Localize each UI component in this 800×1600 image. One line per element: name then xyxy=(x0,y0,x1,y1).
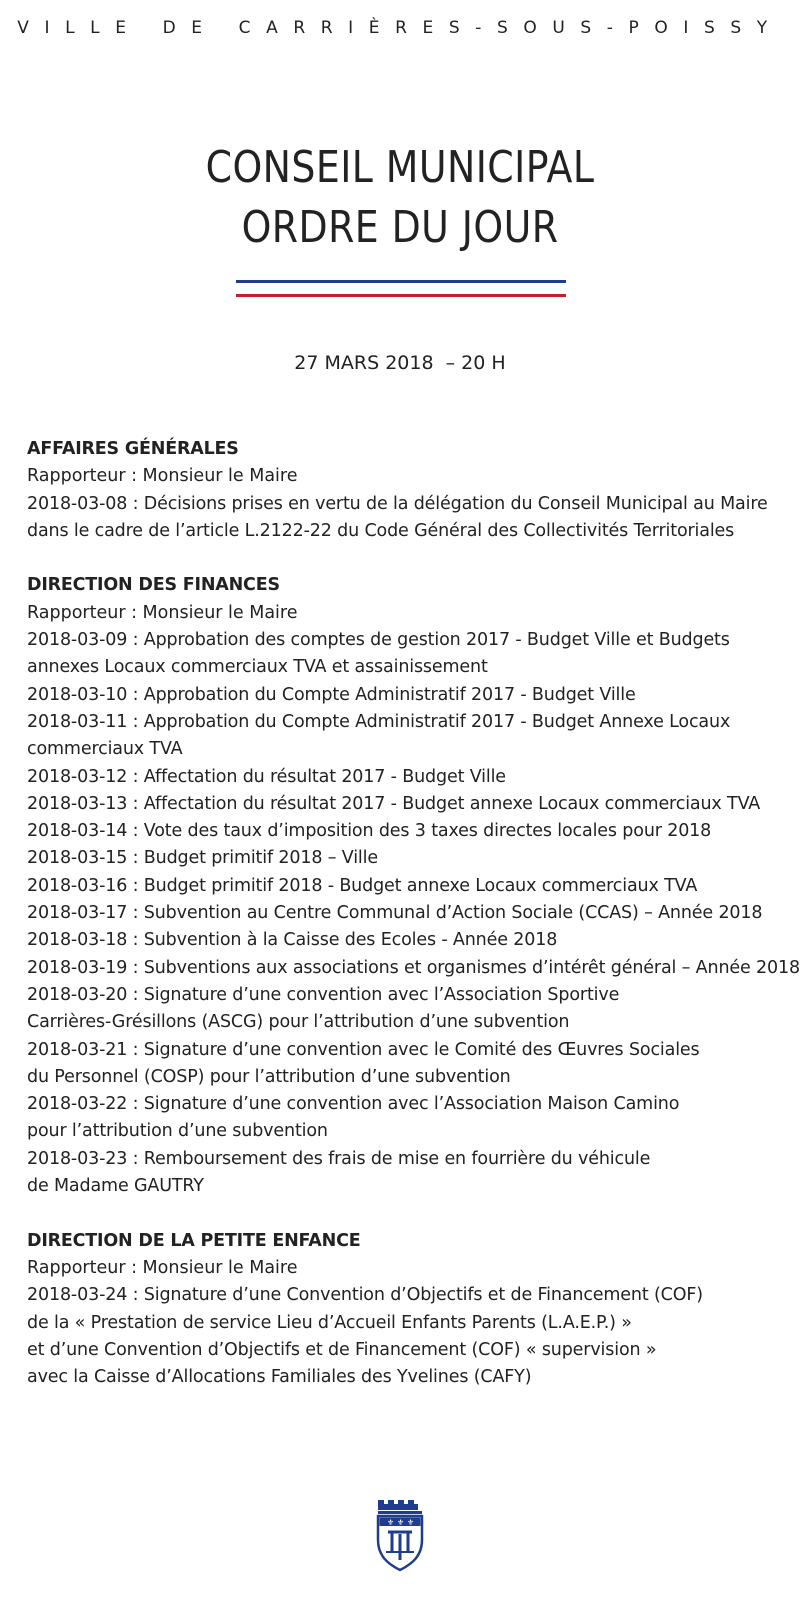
meeting-date: 27 MARS 2018 – 20 H xyxy=(294,352,506,374)
agenda-item-line: commerciaux TVA xyxy=(27,739,183,760)
agenda-item-line: 2018-03-20 : Signature d’une convention avec l’Association Sportive xyxy=(27,984,620,1005)
agenda-item-line: pour l’attribution d’une subvention xyxy=(27,1121,328,1142)
svg-text:⚜: ⚜ xyxy=(397,1518,405,1527)
agenda-item-line: de la « Prestation de service Lieu d’Accueil Enfants Parents (L.A.E.P.) » xyxy=(27,1312,632,1333)
agenda-item-line: 2018-03-24 : Signature d’une Convention d’Objectifs et de Financement (COF) xyxy=(27,1285,703,1306)
section-rapporteur: Rapporteur : Monsieur le Maire xyxy=(27,1257,298,1278)
section-rapporteur: Rapporteur : Monsieur le Maire xyxy=(27,602,298,623)
agenda-item-line: 2018-03-08 : Décisions prises en vertu de la délégation du Conseil Municipal au Maire xyxy=(27,493,768,514)
town-coat-of-arms-logo xyxy=(372,1494,428,1574)
title-line-2: ORDRE DU JOUR xyxy=(241,202,559,253)
agenda-item-line: 2018-03-15 : Budget primitif 2018 – Ville xyxy=(27,848,378,869)
divider-white-gap xyxy=(236,283,566,294)
section-title: DIRECTION DE LA PETITE ENFANCE xyxy=(27,1230,361,1251)
agenda-item-line: 2018-03-19 : Subventions aux associations et organismes d’intérêt général – Année 2018 xyxy=(27,957,800,978)
title-line-1: CONSEIL MUNICIPAL xyxy=(205,142,595,193)
agenda-item-line: et d’une Convention d’Objectifs et de Financement (COF) « supervision » xyxy=(27,1339,657,1360)
section-affaires-generales xyxy=(27,436,797,545)
agenda-item-line: dans le cadre de l’article L.2122-22 du Code Général des Collectivités Territoriales xyxy=(27,520,735,541)
agenda-item-line: 2018-03-23 : Remboursement des frais de mise en fourrière du véhicule xyxy=(27,1148,651,1169)
agenda-item-line: de Madame GAUTRY xyxy=(27,1176,204,1197)
agenda-item-line: 2018-03-14 : Vote des taux d’imposition des 3 taxes directes locales pour 2018 xyxy=(27,821,712,842)
agenda-item-line: 2018-03-09 : Approbation des comptes de gestion 2017 - Budget Ville et Budgets xyxy=(27,630,730,651)
section-direction-petite-enfance xyxy=(27,1228,797,1392)
agenda-item-line: Carrières-Grésillons (ASCG) pour l’attribution d’une subvention xyxy=(27,1012,570,1033)
agenda-item-line: 2018-03-11 : Approbation du Compte Administratif 2017 - Budget Annexe Locaux xyxy=(27,711,731,732)
agenda-item-line: 2018-03-21 : Signature d’une convention avec le Comité des Œuvres Sociales xyxy=(27,1039,700,1060)
agenda-item-line: annexes Locaux commerciaux TVA et assainissement xyxy=(27,657,488,678)
agenda-item-line: du Personnel (COSP) pour l’attribution d’une subvention xyxy=(27,1066,511,1087)
divider-red-line xyxy=(236,294,566,297)
tricolor-divider xyxy=(236,280,566,297)
agenda-item-line: avec la Caisse d’Allocations Familiales des Yvelines (CAFY) xyxy=(27,1367,532,1388)
agenda-item-line: 2018-03-16 : Budget primitif 2018 - Budget annexe Locaux commerciaux TVA xyxy=(27,875,698,896)
section-direction-des-finances xyxy=(27,572,800,1200)
agenda-item-line: 2018-03-17 : Subvention au Centre Communal d’Action Sociale (CCAS) – Année 2018 xyxy=(27,903,763,924)
svg-text:⚜: ⚜ xyxy=(407,1518,415,1527)
town-header: VILLE DE CARRIÈRES-SOUS-POISSY xyxy=(17,18,783,38)
page-title xyxy=(0,138,800,258)
agenda-item-line: 2018-03-22 : Signature d’une convention avec l’Association Maison Camino xyxy=(27,1094,680,1115)
section-title: DIRECTION DES FINANCES xyxy=(27,575,280,596)
agenda-item-line: 2018-03-13 : Affectation du résultat 2017 - Budget annexe Locaux commerciaux TVA xyxy=(27,793,761,814)
section-rapporteur: Rapporteur : Monsieur le Maire xyxy=(27,466,298,487)
svg-text:⚜: ⚜ xyxy=(387,1518,395,1527)
agenda-sections xyxy=(27,436,800,1419)
agenda-item-line: 2018-03-18 : Subvention à la Caisse des Ecoles - Année 2018 xyxy=(27,930,558,951)
agenda-item-line: 2018-03-12 : Affectation du résultat 2017 - Budget Ville xyxy=(27,766,506,787)
section-title: AFFAIRES GÉNÉRALES xyxy=(27,439,239,459)
coat-of-arms-icon xyxy=(372,1494,428,1574)
agenda-item-line: 2018-03-10 : Approbation du Compte Administratif 2017 - Budget Ville xyxy=(27,684,636,705)
